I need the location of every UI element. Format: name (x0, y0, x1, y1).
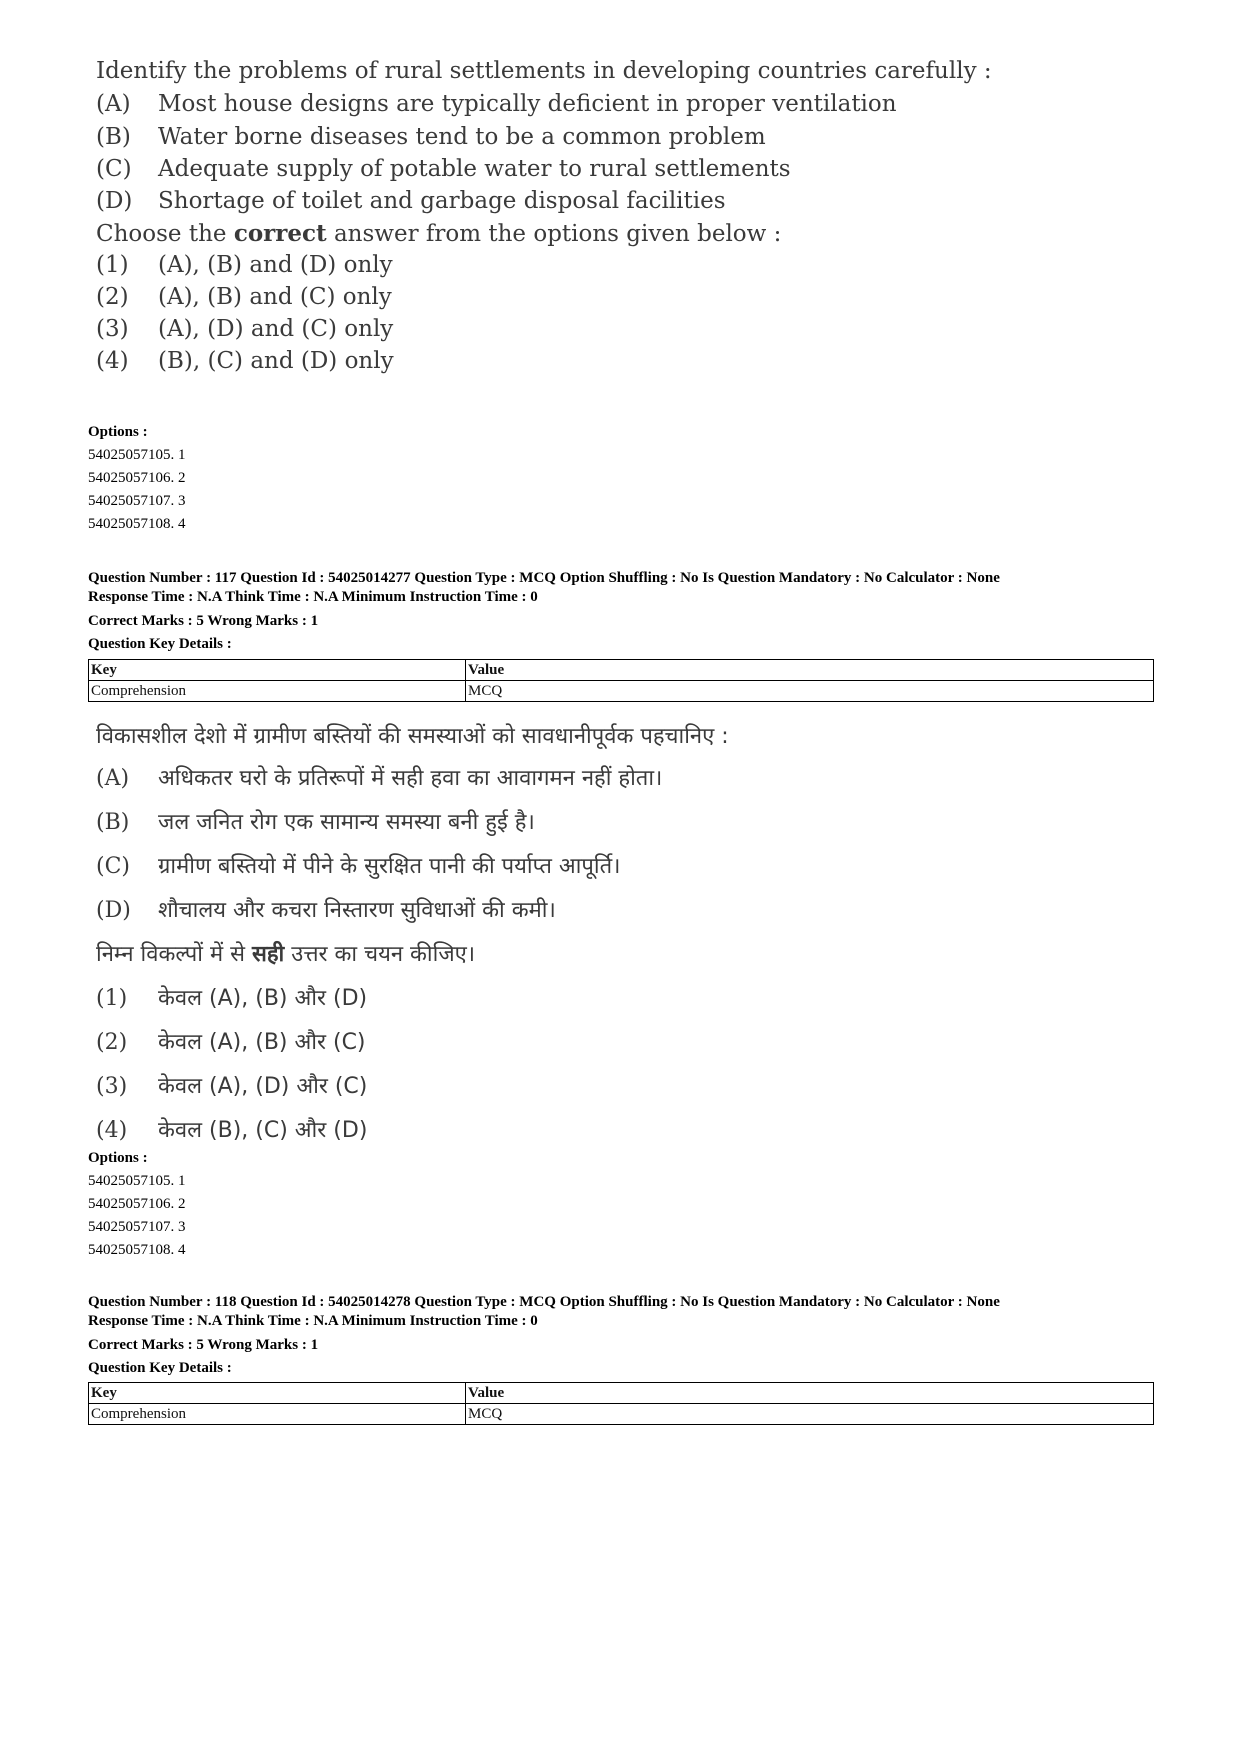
statement-text: Adequate supply of potable water to rural settlements (158, 156, 791, 182)
statement-label: (D) (96, 898, 131, 923)
statement-text: ग्रामीण बस्तियो में पीने के सुरक्षित पानी की पर्याप्त आपूर्ति। (158, 854, 621, 879)
q117-choose-instruction (96, 938, 475, 968)
answer-text: केवल (B), (C) और (D) (158, 1118, 368, 1143)
q117-options-heading: Options : (88, 1150, 148, 1166)
q116-answer-3 (96, 316, 393, 342)
choose-post: answer from the options given below : (326, 221, 782, 247)
table-header-value: Value (466, 1383, 1154, 1404)
q117-answer-1 (96, 982, 367, 1012)
choose-bold: सही (252, 942, 285, 967)
choose-bold: correct (233, 220, 327, 247)
answer-label: (2) (96, 284, 129, 310)
q117-statement-c (96, 850, 620, 880)
q116-option-4: 54025057108. 4 (88, 516, 186, 532)
answer-label: (2) (96, 1030, 128, 1055)
q118-meta-line2: Response Time : N.A Think Time : N.A Minimum Instruction Time : 0 (88, 1313, 538, 1329)
q117-answer-2 (96, 1026, 366, 1056)
statement-label: (A) (96, 91, 131, 117)
table-header-row (89, 1383, 1154, 1404)
table-header-value: Value (466, 660, 1154, 681)
answer-text: केवल (A), (B) और (C) (158, 1030, 366, 1055)
answer-label: (4) (96, 348, 129, 374)
table-header-key: Key (89, 1383, 466, 1404)
q118-key-table (88, 1382, 1154, 1425)
table-header-key: Key (89, 660, 466, 681)
answer-label: (4) (96, 1118, 128, 1143)
q118-meta-line1: Question Number : 118 Question Id : 54025014278 Question Type : MCQ Option Shuffling : No Is Question Mandatory : No Calculator : None (88, 1294, 1000, 1310)
q116-stem: Identify the problems of rural settlements in developing countries carefully : (96, 58, 992, 84)
q118-key-details-label: Question Key Details : (88, 1360, 232, 1376)
q117-option-1: 54025057105. 1 (88, 1173, 186, 1189)
statement-text: शौचालय और कचरा निस्तारण सुविधाओं की कमी। (158, 898, 556, 923)
q117-meta-line1: Question Number : 117 Question Id : 54025014277 Question Type : MCQ Option Shuffling : No Is Question Mandatory : No Calculator : None (88, 570, 1000, 586)
q116-choose-instruction (96, 220, 781, 247)
q116-answer-1 (96, 252, 393, 278)
q116-option-2: 54025057106. 2 (88, 470, 186, 486)
q117-marks: Correct Marks : 5 Wrong Marks : 1 (88, 613, 319, 629)
q116-statement-a (96, 91, 897, 117)
answer-label: (3) (96, 316, 129, 342)
q117-key-details-label: Question Key Details : (88, 636, 232, 652)
q117-statement-b (96, 806, 535, 836)
table-cell-value: MCQ (466, 1404, 1154, 1425)
answer-label: (1) (96, 986, 128, 1011)
statement-text: Shortage of toilet and garbage disposal facilities (158, 188, 726, 214)
q116-answer-2 (96, 284, 392, 310)
q117-option-2: 54025057106. 2 (88, 1196, 186, 1212)
table-header-row (89, 660, 1154, 681)
answer-text: केवल (A), (D) और (C) (158, 1074, 368, 1099)
q117-statement-d (96, 894, 556, 924)
choose-pre: Choose the (96, 221, 234, 247)
statement-label: (D) (96, 188, 133, 214)
q117-option-3: 54025057107. 3 (88, 1219, 186, 1235)
answer-text: (A), (B) and (D) only (158, 252, 393, 278)
statement-text: अधिकतर घरो के प्रतिरूपों में सही हवा का आवागमन नहीं होता। (158, 766, 663, 791)
q116-options-heading: Options : (88, 424, 148, 440)
q117-statement-a (96, 762, 662, 792)
q117-answer-3 (96, 1070, 367, 1100)
choose-post: उत्तर का चयन कीजिए। (284, 942, 476, 967)
q116-option-3: 54025057107. 3 (88, 493, 186, 509)
table-row (89, 1404, 1154, 1425)
q117-meta-line2: Response Time : N.A Think Time : N.A Minimum Instruction Time : 0 (88, 589, 538, 605)
q118-marks: Correct Marks : 5 Wrong Marks : 1 (88, 1337, 319, 1353)
statement-label: (C) (96, 156, 132, 182)
q116-statement-d (96, 188, 726, 214)
statement-label: (C) (96, 854, 130, 879)
statement-label: (B) (96, 810, 130, 835)
answer-text: (B), (C) and (D) only (158, 348, 394, 374)
choose-pre: निम्न विकल्पों में से (96, 942, 252, 967)
answer-text: (A), (B) and (C) only (158, 284, 392, 310)
answer-label: (3) (96, 1074, 128, 1099)
q117-option-4: 54025057108. 4 (88, 1242, 186, 1258)
answer-text: (A), (D) and (C) only (158, 316, 394, 342)
q116-option-1: 54025057105. 1 (88, 447, 186, 463)
statement-text: Most house designs are typically deficient in proper ventilation (158, 91, 897, 117)
table-cell-key: Comprehension (89, 1404, 466, 1425)
q117-answer-4 (96, 1114, 367, 1144)
statement-label: (A) (96, 766, 130, 791)
answer-label: (1) (96, 252, 129, 278)
q117-key-table (88, 659, 1154, 702)
table-row (89, 681, 1154, 702)
q116-statement-c (96, 156, 791, 182)
table-cell-value: MCQ (466, 681, 1154, 702)
statement-text: Water borne diseases tend to be a common problem (158, 124, 766, 150)
answer-text: केवल (A), (B) और (D) (158, 986, 368, 1011)
q117-stem: विकासशील देशो में ग्रामीण बस्तियों की समस्याओं को सावधानीपूर्वक पहचानिए : (96, 724, 729, 749)
q116-answer-4 (96, 348, 394, 374)
q116-statement-b (96, 124, 766, 150)
statement-text: जल जनित रोग एक सामान्य समस्या बनी हुई है। (158, 810, 535, 835)
table-cell-key: Comprehension (89, 681, 466, 702)
statement-label: (B) (96, 124, 131, 150)
